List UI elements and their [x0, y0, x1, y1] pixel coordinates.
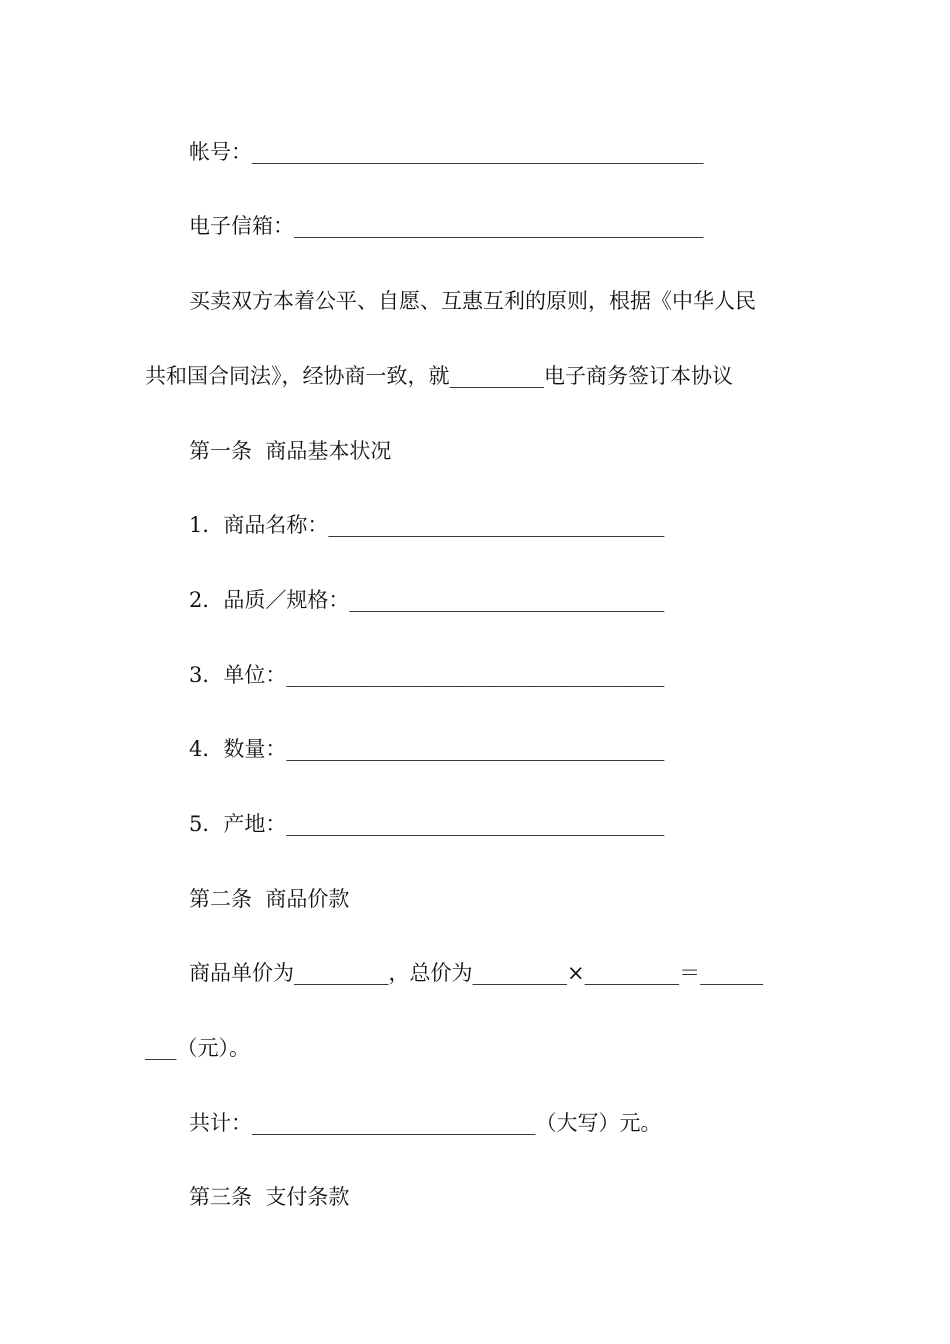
- quality-spec-line: 2．品质／规格：______________________________: [189, 588, 665, 612]
- email-line: 电子信箱：_______________________________________: [189, 214, 704, 238]
- origin-line: 5．产地：____________________________________: [189, 812, 665, 836]
- article-1-heading: 第一条 商品基本状况: [189, 439, 392, 463]
- quantity-line: 4．数量：____________________________________: [189, 737, 665, 761]
- intro-paragraph-line-2: 共和国合同法》，经协商一致，就_________电子商务签订本协议: [145, 364, 733, 388]
- total-line: 共计：___________________________（大写）元。: [189, 1111, 662, 1135]
- price-line-2: ___（元）。: [145, 1036, 250, 1060]
- price-line-1: 商品单价为_________，总价为_________×_________＝______: [189, 961, 764, 985]
- account-line: 帐号：___________________________________________: [189, 140, 704, 164]
- article-2-heading: 第二条 商品价款: [189, 887, 350, 911]
- product-name-line: 1．商品名称：________________________________: [189, 513, 665, 537]
- article-3-heading: 第三条 支付条款: [189, 1185, 350, 1209]
- intro-paragraph-line-1: 买卖双方本着公平、自愿、互惠互利的原则，根据《中华人民: [189, 289, 756, 313]
- unit-line: 3．单位：____________________________________: [189, 663, 665, 687]
